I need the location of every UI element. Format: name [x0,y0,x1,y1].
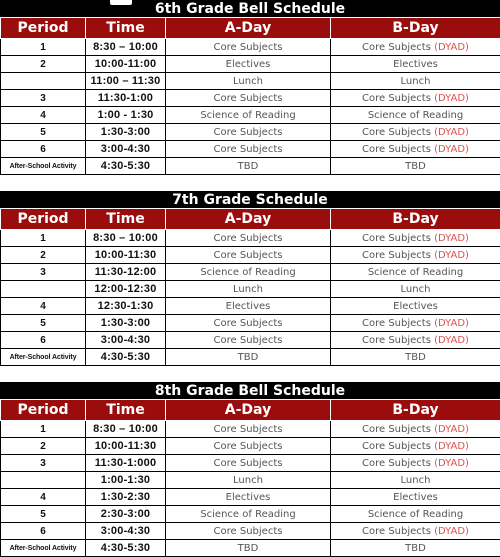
schedule-7th-grade [0,191,500,366]
cell-period: 3 [1,90,86,107]
cell-time: 1:30-3:00 [86,124,166,141]
cell-aday: Electives [166,56,331,73]
table-row [1,315,500,332]
cell-time: 11:30-12:00 [86,264,166,281]
dyad-tag: (DYAD) [434,144,469,155]
cell-bday [331,107,500,124]
cell-time: 12:00-12:30 [86,281,166,298]
cell-time: 1:30-2:30 [86,489,166,506]
table-row [1,455,500,472]
cell-time: 10:00-11:00 [86,56,166,73]
cell-bday [331,141,500,158]
schedule-6th-grade [0,0,500,175]
cell-period [1,73,86,90]
bday-text: Science of Reading [368,267,463,278]
bday-text: Science of Reading [368,110,463,121]
cell-period: After-School Activity [1,540,86,557]
table-row [1,124,500,141]
cell-time: 1:30-3:00 [86,315,166,332]
header-bday: B-Day [331,209,500,230]
cell-time: 4:30-5:30 [86,540,166,557]
cell-bday [331,489,500,506]
table-row [1,332,500,349]
bday-text: Core Subjects [362,42,431,53]
header-aday: A-Day [166,209,331,230]
cell-aday: Core Subjects [166,90,331,107]
cell-time: 4:30-5:30 [86,158,166,175]
cell-time: 12:30-1:30 [86,298,166,315]
cell-aday: TBD [166,540,331,557]
bday-text: Lunch [401,284,431,295]
header-aday: A-Day [166,18,331,39]
cell-period: 1 [1,421,86,438]
cell-aday: Core Subjects [166,421,331,438]
table-row [1,523,500,540]
schedule-table [0,17,500,175]
cell-time: 10:00-11:30 [86,438,166,455]
schedule-table [0,399,500,557]
cell-period: 6 [1,523,86,540]
cell-aday: TBD [166,349,331,366]
bday-text: Science of Reading [368,509,463,520]
cell-bday [331,540,500,557]
cell-bday [331,315,500,332]
bday-text: TBD [405,161,426,172]
bday-text: Core Subjects [362,144,431,155]
cell-aday: Core Subjects [166,455,331,472]
bday-text: Electives [393,492,438,503]
cell-time: 1:00-1:30 [86,472,166,489]
cell-period: 4 [1,107,86,124]
bday-text: Core Subjects [362,441,431,452]
cell-aday: Core Subjects [166,332,331,349]
header-time: Time [86,209,166,230]
dyad-tag: (DYAD) [434,335,469,346]
table-row [1,540,500,557]
table-row [1,438,500,455]
cell-period: 3 [1,455,86,472]
table-row [1,56,500,73]
cell-time: 3:00-4:30 [86,141,166,158]
bday-text: Core Subjects [362,424,431,435]
cell-bday [331,455,500,472]
cell-bday [331,39,500,56]
header-period: Period [1,18,86,39]
bday-text: Core Subjects [362,127,431,138]
cell-time: 3:00-4:30 [86,523,166,540]
cell-bday [331,124,500,141]
cell-time: 8:30 – 10:00 [86,39,166,56]
bday-text: Lunch [401,475,431,486]
dyad-tag: (DYAD) [434,424,469,435]
table-header-row [1,400,500,421]
cell-time: 11:00 – 11:30 [86,73,166,90]
schedule-table [0,208,500,366]
bday-text: Core Subjects [362,318,431,329]
logo-tab [110,0,132,5]
header-bday: B-Day [331,18,500,39]
cell-period: 5 [1,315,86,332]
cell-period: After-School Activity [1,349,86,366]
cell-aday: Lunch [166,73,331,90]
cell-period [1,281,86,298]
cell-time: 3:00-4:30 [86,332,166,349]
table-row [1,39,500,56]
table-row [1,107,500,124]
cell-bday [331,332,500,349]
dyad-tag: (DYAD) [434,42,469,53]
table-row [1,90,500,107]
schedule-8th-grade [0,382,500,557]
cell-time: 11:30-1:00 [86,90,166,107]
schedule-title-text: 7th Grade Schedule [172,192,328,208]
header-aday: A-Day [166,400,331,421]
bday-text: Core Subjects [362,458,431,469]
cell-aday: Electives [166,489,331,506]
bday-text: Core Subjects [362,335,431,346]
cell-bday [331,523,500,540]
dyad-tag: (DYAD) [434,441,469,452]
cell-bday [331,281,500,298]
cell-aday: Electives [166,298,331,315]
cell-time: 8:30 – 10:00 [86,421,166,438]
cell-period [1,472,86,489]
bday-text: TBD [405,352,426,363]
cell-time: 11:30-1:000 [86,455,166,472]
cell-aday: Lunch [166,281,331,298]
cell-period: 4 [1,298,86,315]
cell-bday [331,298,500,315]
cell-aday: Core Subjects [166,39,331,56]
table-header-row [1,209,500,230]
header-time: Time [86,400,166,421]
cell-bday [331,230,500,247]
dyad-tag: (DYAD) [434,318,469,329]
cell-aday: Core Subjects [166,523,331,540]
header-bday: B-Day [331,400,500,421]
cell-time: 2:30-3:00 [86,506,166,523]
table-row [1,230,500,247]
schedule-title [0,0,500,17]
cell-period: 1 [1,230,86,247]
cell-time: 4:30-5:30 [86,349,166,366]
cell-time: 8:30 – 10:00 [86,230,166,247]
bday-text: Electives [393,301,438,312]
table-row [1,489,500,506]
cell-bday [331,421,500,438]
cell-period: 2 [1,438,86,455]
table-row [1,264,500,281]
cell-aday: Core Subjects [166,141,331,158]
cell-bday [331,438,500,455]
cell-period: 1 [1,39,86,56]
cell-period: After-School Activity [1,158,86,175]
dyad-tag: (DYAD) [434,526,469,537]
table-row [1,421,500,438]
cell-bday [331,472,500,489]
table-row [1,281,500,298]
cell-bday [331,90,500,107]
bday-text: TBD [405,543,426,554]
table-row [1,349,500,366]
header-period: Period [1,209,86,230]
cell-aday: Core Subjects [166,315,331,332]
dyad-tag: (DYAD) [434,127,469,138]
cell-bday [331,349,500,366]
cell-bday [331,247,500,264]
cell-aday: Core Subjects [166,247,331,264]
cell-aday: Core Subjects [166,230,331,247]
table-header-row [1,18,500,39]
bday-text: Core Subjects [362,526,431,537]
bday-text: Core Subjects [362,93,431,104]
cell-bday [331,73,500,90]
schedule-title-text: 8th Grade Bell Schedule [155,383,345,399]
table-row [1,73,500,90]
dyad-tag: (DYAD) [434,93,469,104]
cell-aday: TBD [166,158,331,175]
header-time: Time [86,18,166,39]
cell-period: 3 [1,264,86,281]
bday-text: Electives [393,59,438,70]
cell-period: 2 [1,56,86,73]
cell-aday: Core Subjects [166,124,331,141]
dyad-tag: (DYAD) [434,233,469,244]
cell-bday [331,506,500,523]
table-row [1,506,500,523]
cell-aday: Lunch [166,472,331,489]
schedule-title-text: 6th Grade Bell Schedule [155,1,345,17]
bday-text: Core Subjects [362,250,431,261]
bday-text: Lunch [401,76,431,87]
dyad-tag: (DYAD) [434,250,469,261]
cell-period: 6 [1,332,86,349]
schedule-title [0,191,500,208]
cell-period: 5 [1,124,86,141]
table-row [1,472,500,489]
cell-aday: Science of Reading [166,107,331,124]
cell-period: 2 [1,247,86,264]
table-row [1,298,500,315]
cell-aday: Science of Reading [166,506,331,523]
cell-time: 1:00 - 1:30 [86,107,166,124]
dyad-tag: (DYAD) [434,458,469,469]
schedule-title [0,382,500,399]
cell-aday: Core Subjects [166,438,331,455]
table-row [1,158,500,175]
cell-period: 5 [1,506,86,523]
table-row [1,141,500,158]
cell-period: 4 [1,489,86,506]
table-row [1,247,500,264]
cell-bday [331,158,500,175]
bday-text: Core Subjects [362,233,431,244]
header-period: Period [1,400,86,421]
cell-aday: Science of Reading [166,264,331,281]
cell-bday [331,56,500,73]
cell-time: 10:00-11:30 [86,247,166,264]
cell-bday [331,264,500,281]
cell-period: 6 [1,141,86,158]
